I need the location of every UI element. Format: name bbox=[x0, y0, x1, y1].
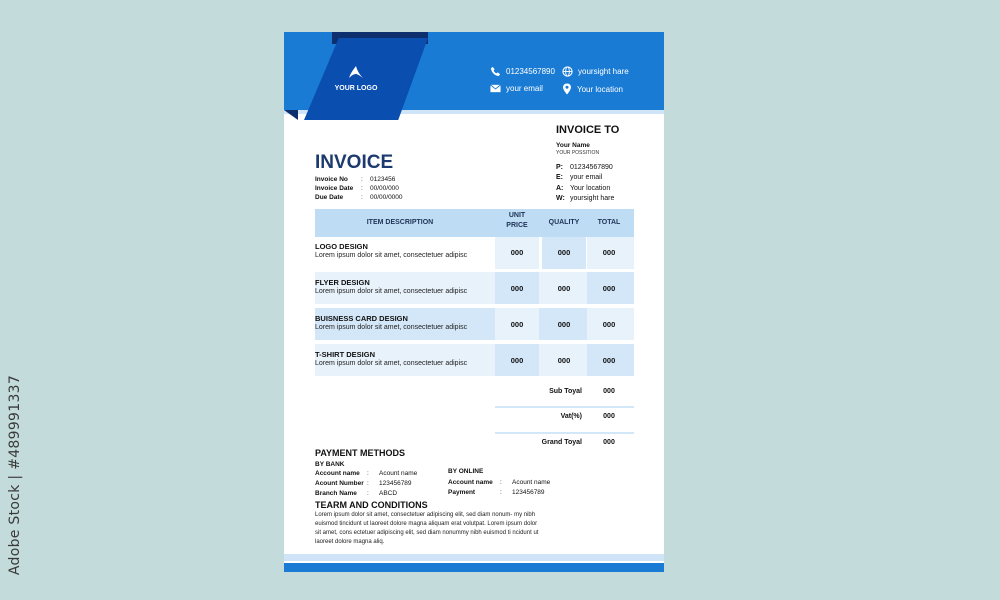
bank-details bbox=[315, 468, 417, 498]
bank-row: Acount Number : 123456789 bbox=[315, 479, 412, 487]
stock-watermark-label bbox=[4, 360, 26, 590]
client-info bbox=[556, 162, 614, 204]
info-key: E: bbox=[556, 174, 563, 182]
footer-accent-strip bbox=[284, 554, 664, 561]
item-title: T-SHIRT DESIGN bbox=[315, 350, 376, 359]
mail-icon bbox=[490, 84, 501, 93]
meta-label: Invoice Date bbox=[315, 185, 354, 192]
client-info-row bbox=[556, 183, 614, 194]
bank-label: Account name bbox=[315, 469, 360, 477]
th-unit-price-line1: UNIT bbox=[508, 212, 526, 219]
cell-total: 000 bbox=[602, 320, 616, 329]
client-name: Your Name bbox=[556, 142, 590, 149]
bank-row: Account name : Acount name bbox=[315, 469, 418, 477]
footer-band bbox=[284, 563, 664, 572]
item-title: BUISNESS CARD DESIGN bbox=[315, 314, 408, 323]
website-text: yoursight hare bbox=[578, 67, 629, 76]
header-phone bbox=[490, 66, 555, 77]
item-title: FLYER DESIGN bbox=[315, 278, 370, 287]
online-label: Payment bbox=[448, 488, 476, 496]
invoice-title: INVOICE bbox=[315, 152, 394, 173]
cell-total: 000 bbox=[602, 356, 616, 365]
bank-row: Branch Name : ABCD bbox=[315, 489, 398, 497]
invoice-to-title: INVOICE TO bbox=[556, 124, 620, 136]
client-info-row bbox=[556, 173, 614, 184]
by-bank-title: BY BANK bbox=[315, 461, 345, 468]
bank-value: ABCD bbox=[379, 489, 398, 497]
email-text: your email bbox=[506, 84, 543, 93]
summary-divider bbox=[495, 432, 634, 434]
bank-value: 123456789 bbox=[379, 479, 412, 487]
item-description: Lorem ipsum dolor sit amet, consectetuer adipisc bbox=[315, 360, 468, 367]
item-description: Lorem ipsum dolor sit amet, consectetuer adipisc bbox=[315, 324, 468, 331]
online-value: 123456789 bbox=[512, 488, 545, 496]
th-unit-price-line2: PRICE bbox=[506, 222, 528, 229]
vat-value: 000 bbox=[603, 413, 615, 420]
meta-value: 0123456 bbox=[370, 176, 396, 183]
grand-total-value: 000 bbox=[603, 439, 615, 446]
item-title: LOGO DESIGN bbox=[315, 242, 368, 251]
meta-row: Invoice No : 0123456 bbox=[315, 176, 396, 183]
subtotal-label: Sub Toyal bbox=[549, 388, 582, 395]
meta-value: 00/00/000 bbox=[370, 185, 399, 192]
cell-quality: 000 bbox=[557, 284, 571, 293]
bank-label: Acount Number bbox=[315, 479, 364, 487]
th-total: TOTAL bbox=[597, 219, 621, 226]
header-email bbox=[490, 84, 543, 93]
terms-text: Lorem ipsum dolor sit amet, consectetuer adipiscing elit, sed diam nonum- my nibh euismod tincidunt ut laoreet dolore magna aliquam erat volutpat. Lorem ipsum dolor sit amet, cons ectetuer adipiscing elit, sed diam nonummy nibh euismod ti ncidunt ut laoreet dolore magna aliq. bbox=[315, 512, 539, 545]
logo-text: YOUR LOGO bbox=[334, 85, 378, 92]
online-label: Account name bbox=[448, 478, 493, 486]
info-value: yoursight hare bbox=[570, 195, 615, 203]
item-description: Lorem ipsum dolor sit amet, consectetuer adipisc bbox=[315, 252, 468, 259]
client-info-row bbox=[556, 194, 614, 205]
cell-quality: 000 bbox=[557, 320, 571, 329]
by-online-title: BY ONLINE bbox=[448, 468, 484, 475]
grand-total-label: Grand Toyal bbox=[541, 439, 582, 446]
meta-row: Due Date : 00/00/0000 bbox=[315, 194, 403, 201]
online-row: Payment : 123456789 bbox=[448, 488, 545, 496]
cell-quality: 000 bbox=[557, 248, 571, 257]
phone-icon bbox=[490, 66, 501, 77]
meta-label: Due Date bbox=[315, 194, 344, 201]
online-details bbox=[448, 477, 550, 497]
location-pin-icon bbox=[562, 83, 572, 95]
logo-mark-icon bbox=[348, 65, 364, 79]
invoice-document bbox=[284, 32, 664, 572]
cell-unit-price: 000 bbox=[510, 248, 524, 257]
phone-text: 01234567890 bbox=[506, 67, 555, 76]
info-value: Your location bbox=[570, 184, 611, 192]
cell-unit-price: 000 bbox=[510, 320, 524, 329]
online-value: Acount name bbox=[512, 478, 551, 486]
bank-value: Acount name bbox=[379, 469, 418, 477]
th-item-description: ITEM DESCRIPTION bbox=[366, 219, 434, 226]
terms-title: TEARM AND CONDITIONS bbox=[315, 500, 428, 510]
client-info-row bbox=[556, 162, 614, 173]
th-quality: QUALITY bbox=[548, 219, 580, 226]
invoice-meta bbox=[315, 175, 403, 202]
subtotal-value: 000 bbox=[603, 388, 615, 395]
header-location bbox=[562, 83, 623, 95]
vat-label: Vat(%) bbox=[560, 413, 582, 420]
info-value: your email bbox=[570, 174, 603, 182]
item-description: Lorem ipsum dolor sit amet, consectetuer adipisc bbox=[315, 288, 468, 295]
cell-total: 000 bbox=[602, 284, 616, 293]
meta-row: Invoice Date : 00/00/000 bbox=[315, 185, 399, 192]
meta-value: 00/00/0000 bbox=[370, 194, 403, 201]
summary-divider bbox=[495, 406, 634, 408]
bank-label: Branch Name bbox=[315, 489, 357, 497]
cell-unit-price: 000 bbox=[510, 356, 524, 365]
logo-fold bbox=[284, 110, 298, 120]
online-row: Account name : Acount name bbox=[448, 478, 551, 486]
info-value: 01234567890 bbox=[570, 163, 613, 171]
payment-methods-title: PAYMENT METHODS bbox=[315, 448, 406, 458]
cell-unit-price: 000 bbox=[510, 284, 524, 293]
meta-label: Invoice No bbox=[315, 176, 348, 183]
cell-total: 000 bbox=[602, 248, 616, 257]
header-website bbox=[562, 66, 629, 77]
globe-icon bbox=[562, 66, 573, 77]
info-key: P: bbox=[556, 163, 563, 171]
stock-id-text: Adobe Stock | #489991337 bbox=[7, 374, 24, 576]
info-key: A: bbox=[556, 184, 564, 192]
info-key: W: bbox=[556, 195, 565, 203]
cell-quality: 000 bbox=[557, 356, 571, 365]
client-position: YOUR POSSITION bbox=[556, 150, 600, 156]
location-text: Your location bbox=[577, 84, 623, 94]
